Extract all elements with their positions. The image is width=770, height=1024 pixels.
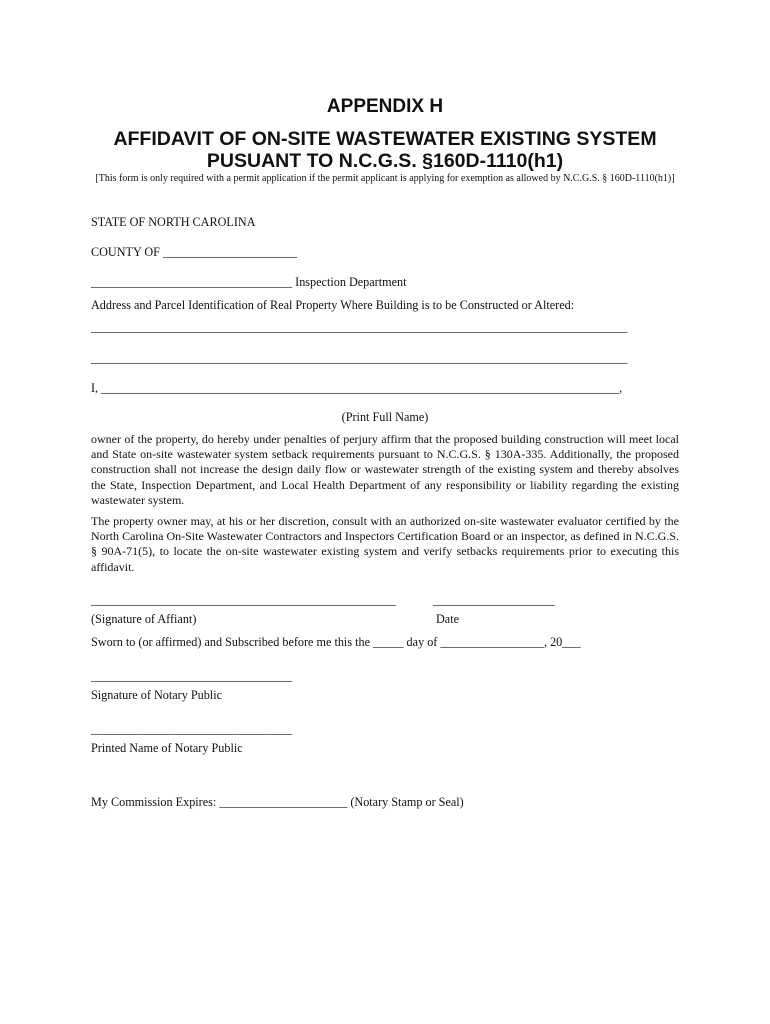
affirmation-paragraph: owner of the property, do hereby under penalties of perjury affirm that the proposed building construction will meet local and State on-site wastewater system setback requirements pursuant to N.C.G.S. § 130A-335. Additionally, the proposed construction shall not increase the design daily flow or wastewater strength of the existing system and thereby absolves the State, Inspection Department, and Local Health Department of any responsibility or liability regarding the existing wastewater system.	[91, 432, 679, 507]
date-line: ____________________	[433, 593, 555, 607]
date-label: Date	[436, 612, 460, 626]
commission-expires: My Commission Expires: _____________________ (Notary Stamp or Seal)	[91, 795, 464, 809]
title-line-2: PUSUANT TO N.C.G.S. §160D-1110(h1)	[206, 150, 564, 172]
full-name-caption: (Print Full Name)	[341, 410, 429, 424]
state-label: STATE OF NORTH CAROLINA	[91, 215, 256, 229]
notary-signature-label: Signature of Notary Public	[91, 688, 222, 702]
notary-signature-line: _________________________________	[91, 669, 293, 683]
address-label: Address and Parcel Identification of Real Property Where Building is to be Constructed or Altered:	[91, 298, 575, 312]
appendix-heading: APPENDIX H	[326, 96, 444, 117]
consultation-paragraph: The property owner may, at his or her discretion, consult with an authorized on-site wastewater evaluator certified by the North Carolina On-Site Wastewater Contractors and Inspectors Certification Board or an inspector, as defined in N.C.G.S. § 90A-71(5), to locate the on-site wastewater existing system and verify setbacks requirements prior to executing this affidavit.	[91, 514, 679, 574]
address-line-2: ________________________________________________________________________________________	[91, 351, 628, 365]
full-name-line: I, _____________________________________________________________________________________,	[91, 381, 623, 395]
title-line-1: AFFIDAVIT OF ON-SITE WASTEWATER EXISTING SYSTEM	[113, 128, 657, 150]
affiant-signature-line: __________________________________________________	[91, 593, 396, 607]
address-line-1: ________________________________________________________________________________________	[91, 320, 628, 334]
notary-name-line: _________________________________	[91, 722, 293, 736]
inspection-department-field: _________________________________ Inspection Department	[91, 275, 407, 289]
affiant-signature-label: (Signature of Affiant)	[91, 612, 197, 626]
county-field: COUNTY OF ______________________	[91, 245, 298, 259]
sworn-statement: Sworn to (or affirmed) and Subscribed before me this the _____ day of _________________, 20___	[91, 635, 581, 649]
form-note: [This form is only required with a permit application if the permit applicant is applying for exemption as allowed by N.C.G.S. § 160D-1110(h1)]	[95, 173, 675, 184]
notary-name-label: Printed Name of Notary Public	[91, 741, 243, 755]
